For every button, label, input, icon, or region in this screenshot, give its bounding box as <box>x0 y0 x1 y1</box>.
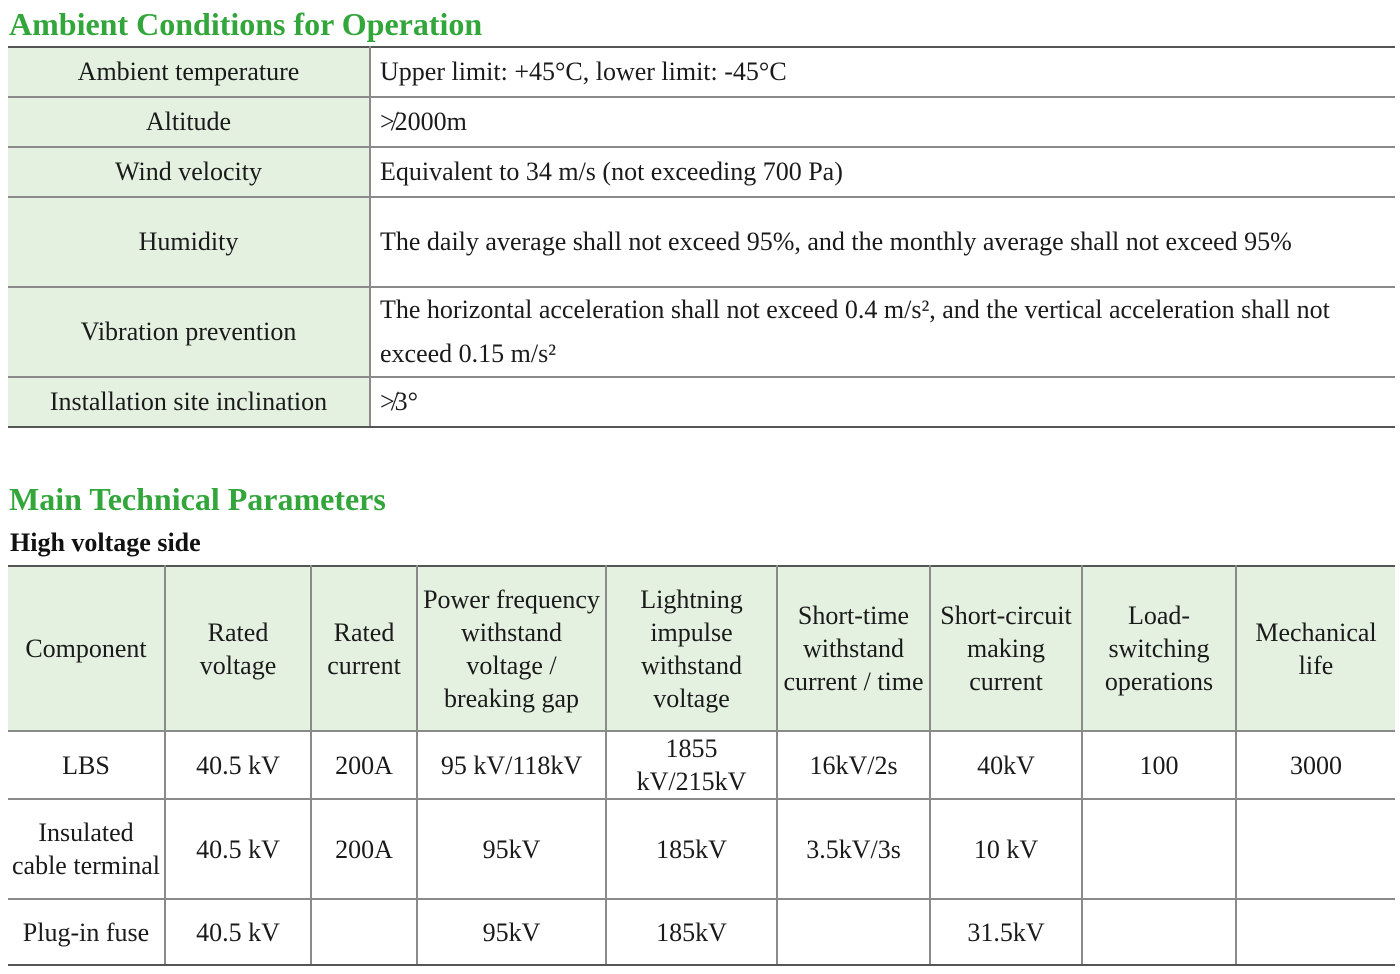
table-cell: 31.5kV <box>930 899 1082 965</box>
table-cell: 185kV <box>606 899 777 965</box>
column-header: Load-switching operations <box>1082 566 1236 731</box>
table-row <box>8 899 1395 965</box>
table-cell <box>1082 799 1236 899</box>
table-row <box>8 147 1395 197</box>
high-voltage-table <box>8 565 1395 966</box>
table-row <box>8 47 1395 97</box>
header-row <box>8 566 1395 731</box>
table-cell <box>1082 899 1236 965</box>
table-cell: 200A <box>311 731 417 799</box>
table-cell: 1855 kV/215kV <box>606 731 777 799</box>
ambient-value: The horizontal acceleration shall not exceed 0.4 m/s², and the vertical acceleration shall not exceed 0.15 m/s² <box>370 287 1395 377</box>
ambient-value: The daily average shall not exceed 95%, and the monthly average shall not exceed 95% <box>370 197 1395 287</box>
ambient-label: Ambient temperature <box>8 47 370 97</box>
column-header: Mechanical life <box>1236 566 1395 731</box>
ambient-label: Humidity <box>8 197 370 287</box>
table-row <box>8 799 1395 899</box>
table-cell <box>1236 799 1395 899</box>
table-row <box>8 97 1395 147</box>
ambient-value: ≯2000m <box>370 97 1395 147</box>
table-cell: Plug-in fuse <box>8 899 165 965</box>
table-row <box>8 731 1395 799</box>
high-voltage-subtitle: High voltage side <box>10 528 201 557</box>
table-row <box>8 377 1395 427</box>
table-cell: 95kV <box>417 799 606 899</box>
table-cell: 185kV <box>606 799 777 899</box>
ambient-value: Upper limit: +45°C, lower limit: -45°C <box>370 47 1395 97</box>
column-header: Lightning impulse withstand voltage <box>606 566 777 731</box>
column-header: Short-circuit making current <box>930 566 1082 731</box>
table-cell: 40.5 kV <box>165 731 311 799</box>
table-cell <box>1236 899 1395 965</box>
table-cell: 16kV/2s <box>777 731 930 799</box>
table-cell: 3.5kV/3s <box>777 799 930 899</box>
ambient-value: ≯3° <box>370 377 1395 427</box>
table-cell: Insulated cable terminal <box>8 799 165 899</box>
ambient-conditions-table <box>8 46 1395 428</box>
column-header: Rated current <box>311 566 417 731</box>
table-cell <box>777 899 930 965</box>
table-cell: 200A <box>311 799 417 899</box>
table-cell: 10 kV <box>930 799 1082 899</box>
table-cell: 40.5 kV <box>165 799 311 899</box>
ambient-label: Wind velocity <box>8 147 370 197</box>
main-parameters-title: Main Technical Parameters <box>9 481 386 517</box>
table-cell: 3000 <box>1236 731 1395 799</box>
column-header: Power frequency withstand voltage / breaking gap <box>417 566 606 731</box>
table-cell <box>311 899 417 965</box>
table-cell: 95 kV/118kV <box>417 731 606 799</box>
table-row <box>8 197 1395 287</box>
table-cell: 40kV <box>930 731 1082 799</box>
ambient-section-title: Ambient Conditions for Operation <box>9 6 483 42</box>
ambient-value: Equivalent to 34 m/s (not exceeding 700 Pa) <box>370 147 1395 197</box>
column-header: Rated voltage <box>165 566 311 731</box>
ambient-label: Installation site inclination <box>8 377 370 427</box>
column-header: Short-time withstand current / time <box>777 566 930 731</box>
ambient-label: Altitude <box>8 97 370 147</box>
ambient-label: Vibration prevention <box>8 287 370 377</box>
table-cell: 100 <box>1082 731 1236 799</box>
table-cell: 40.5 kV <box>165 899 311 965</box>
table-cell: 95kV <box>417 899 606 965</box>
column-header: Component <box>8 566 165 731</box>
table-cell: LBS <box>8 731 165 799</box>
table-row <box>8 287 1395 377</box>
